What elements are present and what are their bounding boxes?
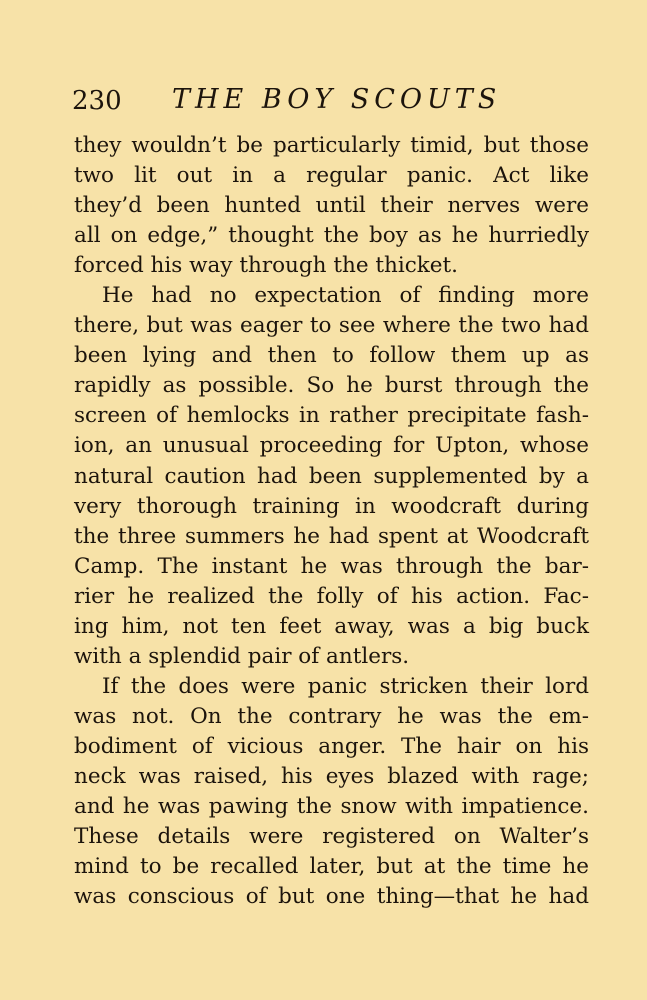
text-line: the three summers he had spent at Woodcraft	[74, 523, 589, 549]
text-line: been lying and then to follow them up as	[74, 343, 589, 369]
paragraph-1	[74, 131, 589, 281]
text-line: and he was pawing the snow with impatience.	[74, 794, 589, 820]
text-line: rier he realized the folly of his action. Fac-	[74, 583, 589, 609]
text-line: they wouldn’t be particularly timid, but those	[74, 133, 589, 158]
text-line: all on edge,” thought the boy as he hurriedly	[74, 223, 589, 249]
running-header	[72, 84, 592, 120]
text-line: Camp. The instant he was through the bar-	[74, 553, 589, 579]
text-line: was conscious of but one thing—that he had	[74, 884, 589, 910]
text-line: If the does were panic stricken their lord	[102, 673, 589, 699]
text-line: bodiment of vicious anger. The hair on his	[74, 733, 589, 759]
text-line: neck was raised, his eyes blazed with rage;	[74, 763, 589, 789]
text-line: two lit out in a regular panic. Act like	[74, 163, 589, 189]
text-line: natural caution had been supplemented by a	[74, 463, 589, 489]
text-line: These details were registered on Walter’s	[74, 824, 589, 850]
text-line: ion, an unusual proceeding for Upton, whose	[74, 433, 589, 459]
paragraph-2	[74, 281, 589, 672]
page-number: 230	[72, 86, 122, 116]
body-text	[74, 131, 589, 912]
text-line: screen of hemlocks in rather precipitate fash-	[74, 403, 589, 429]
text-line: they’d been hunted until their nerves were	[74, 193, 589, 219]
text-line: forced his way through the thicket.	[74, 253, 459, 279]
paragraph-3	[74, 672, 589, 912]
text-line: He had no expectation of finding more	[102, 283, 589, 309]
text-line: ing him, not ten feet away, was a big buck	[74, 613, 589, 639]
text-line: there, but was eager to see where the two had	[74, 313, 589, 339]
text-line: very thorough training in woodcraft during	[74, 493, 589, 519]
text-line: rapidly as possible. So he burst through the	[74, 373, 589, 399]
text-line: with a splendid pair of antlers.	[74, 643, 410, 669]
text-line: mind to be recalled later, but at the time he	[74, 854, 589, 880]
running-title: THE BOY SCOUTS	[172, 84, 502, 115]
text-line: was not. On the contrary he was the em-	[74, 703, 589, 729]
